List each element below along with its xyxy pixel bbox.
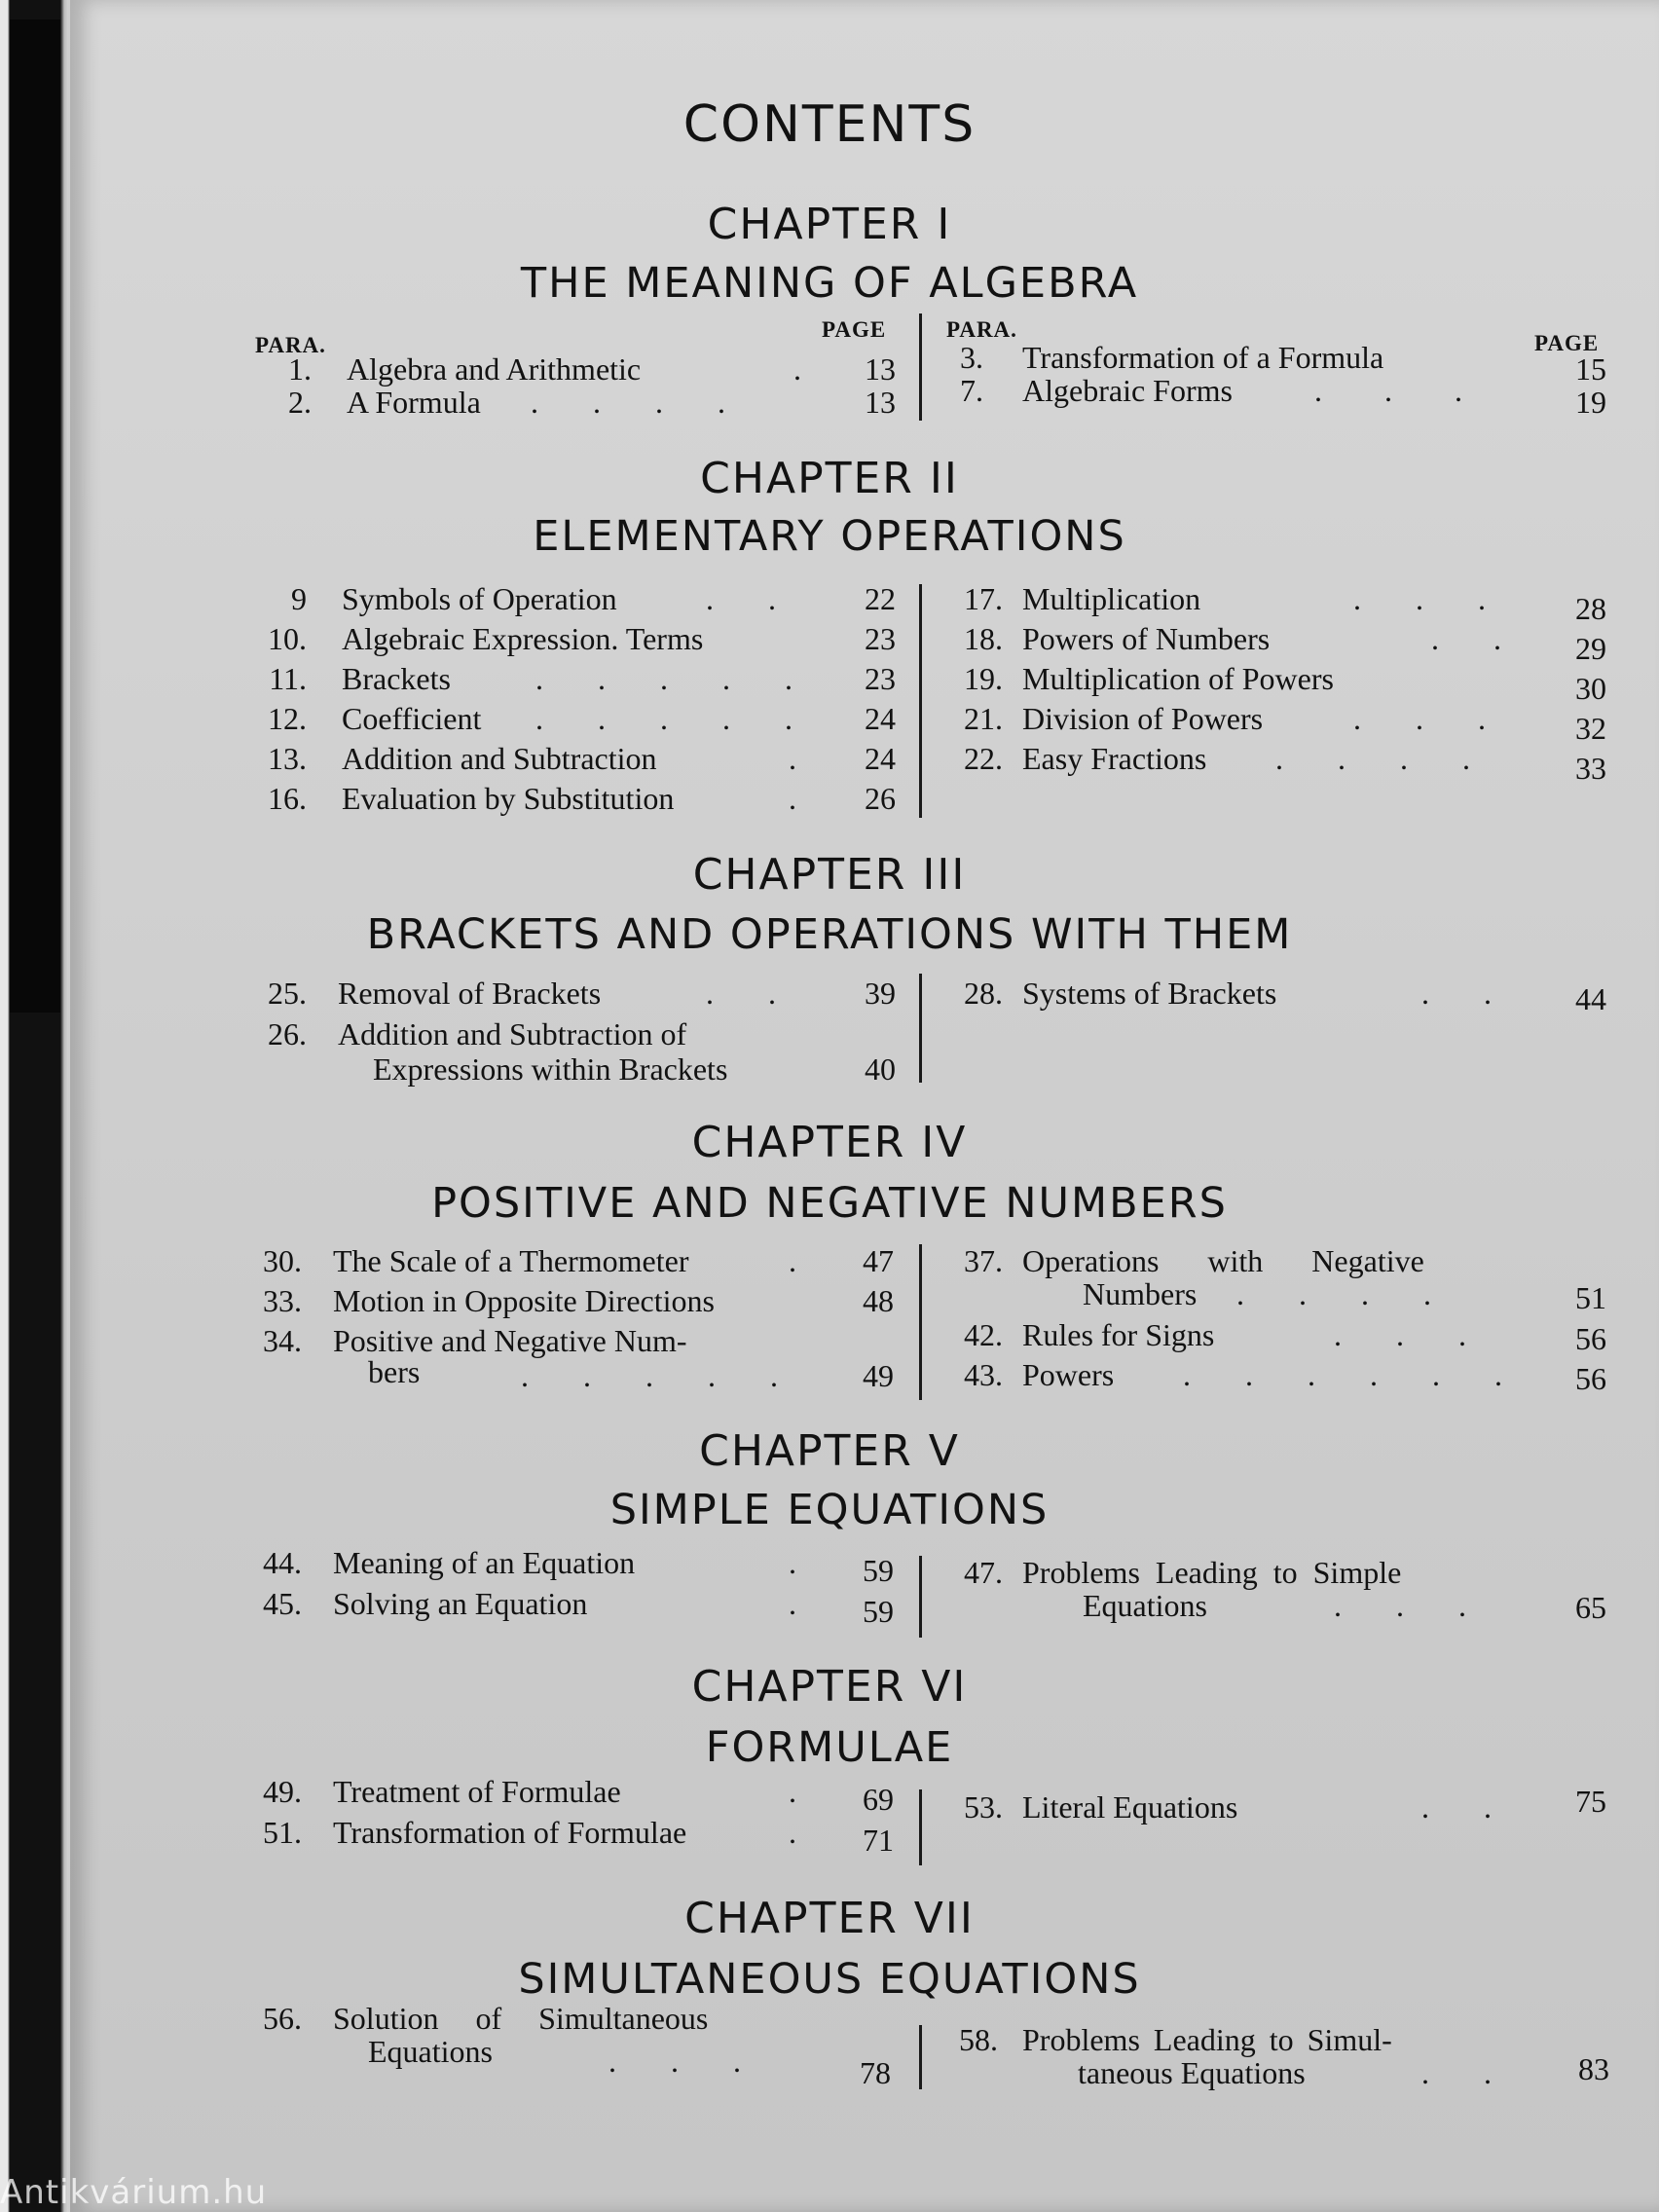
entry-title: Meaning of an Equation xyxy=(333,1545,636,1580)
column-divider xyxy=(919,2025,922,2089)
para-number: 45. xyxy=(263,1586,302,1621)
entry-title: Coefficient xyxy=(342,701,482,736)
para-number: 9 xyxy=(291,581,307,616)
page-number: 65 xyxy=(1575,1590,1606,1625)
page-number: 56 xyxy=(1575,1361,1606,1396)
chapter-1-entries: 1. Algebra and Arithmetic . 13 2. A Formula . . . . 13 3. Transformation of a Formula 15 7. Algebraic Forms . . . 19 xyxy=(0,352,1659,353)
entry-title: Powers of Numbers xyxy=(1022,621,1271,656)
page-number: 59 xyxy=(863,1553,894,1588)
watermark-text: Antikvárium.hu xyxy=(0,2173,268,2212)
entry-title: Positive and Negative Num- xyxy=(333,1323,687,1358)
page-number: 13 xyxy=(865,351,896,387)
chapter-5-title: SIMPLE EQUATIONS xyxy=(609,1486,1050,1534)
column-divider xyxy=(919,313,922,421)
entry-title: Transformation of a Formula xyxy=(1022,340,1384,375)
chapter-5-entries: 44. Meaning of an Equation . 59 45. Solving an Equation . 59 47. Problems Leading to Simple Equations . . . 65 xyxy=(0,1546,1659,1547)
entry-title: Transformation of Formulae xyxy=(333,1815,687,1850)
chapter-7-entries: 56. Solution of Simultaneous Equations . . . 78 58. Problems Leading to Simul- taneous Equations . . 83 xyxy=(0,2002,1659,2003)
entry-title-continued: Expressions within Brackets xyxy=(373,1051,728,1087)
entry-title: Addition and Subtraction of xyxy=(338,1016,687,1051)
entry-title: Systems of Brackets xyxy=(1022,976,1277,1011)
chapter-1-title: THE MEANING OF ALGEBRA xyxy=(520,259,1139,308)
chapter-2-title: ELEMENTARY OPERATIONS xyxy=(533,512,1126,561)
page-number: 56 xyxy=(1575,1321,1606,1356)
entry-title: Solving an Equation xyxy=(333,1586,588,1621)
page-number: 26 xyxy=(865,781,896,816)
para-number: 21. xyxy=(964,701,1003,736)
para-number: 44. xyxy=(263,1545,302,1580)
para-number: 12. xyxy=(268,701,307,736)
chapter-2-entries: 9 Symbols of Operation . . 22 10. Algebraic Expression. Terms 23 11. Brackets . . . . . 23 12. Coefficient . . . . . 24 13. Addition and Subtraction . 24 16. Evaluation by Substitution . 26 17. Multiplication . . . 28 18. Powers of Numbers . . 29 19. Multiplication of Powers 30 21. Division of Powers . . . 32 22. Easy Fractions . . . . 33 xyxy=(0,582,1659,583)
chapter-4-number: CHAPTER IV xyxy=(691,1118,968,1167)
entry-title: Algebra and Arithmetic xyxy=(347,351,642,387)
para-number: 19. xyxy=(964,661,1003,696)
para-number: 13. xyxy=(268,741,307,776)
entry-title-continued: Equations xyxy=(1083,1588,1207,1623)
chapter-4-title: POSITIVE AND NEGATIVE NUMBERS xyxy=(431,1179,1228,1228)
para-number: 43. xyxy=(964,1357,1003,1392)
page-number: 24 xyxy=(865,701,896,736)
para-number: 30. xyxy=(263,1243,302,1278)
page-number: 23 xyxy=(865,621,896,656)
entry-title: Algebraic Expression. Terms xyxy=(342,621,704,656)
entry-title-continued: Equations xyxy=(368,2034,493,2069)
chapter-6-number: CHAPTER VI xyxy=(691,1662,968,1712)
para-number: 51. xyxy=(263,1815,302,1850)
column-divider xyxy=(919,974,922,1083)
entry-title: The Scale of a Thermometer xyxy=(333,1243,689,1278)
para-number: 7. xyxy=(960,373,983,408)
page-number: 28 xyxy=(1575,591,1606,626)
page-number: 71 xyxy=(863,1823,894,1858)
contents-heading: CONTENTS xyxy=(682,95,977,154)
chapter-7-number: CHAPTER VII xyxy=(684,1894,975,1943)
chapter-7-title: SIMULTANEOUS EQUATIONS xyxy=(518,1955,1141,2004)
page-number: 23 xyxy=(865,661,896,696)
book-spine xyxy=(0,0,68,2212)
entry-title: Problems Leading to Simul- xyxy=(1022,2022,1392,2057)
column-divider xyxy=(919,1244,922,1400)
entry-title: A Formula xyxy=(347,385,481,420)
para-number: 11. xyxy=(269,661,307,696)
page-number: 83 xyxy=(1578,2051,1609,2086)
chapter-6-title: FORMULAE xyxy=(705,1723,954,1772)
entry-title: Symbols of Operation xyxy=(342,581,617,616)
page-number: 59 xyxy=(863,1594,894,1629)
page-number: 39 xyxy=(865,976,896,1011)
entry-title: Literal Equations xyxy=(1022,1789,1238,1825)
entry-title-continued: bers xyxy=(368,1354,421,1389)
page-number: 49 xyxy=(863,1358,894,1393)
entry-title-continued: taneous Equations xyxy=(1078,2055,1306,2090)
para-number: 53. xyxy=(964,1789,1003,1825)
page-number: 51 xyxy=(1575,1280,1606,1315)
para-number: 16. xyxy=(268,781,307,816)
page-number: 13 xyxy=(865,385,896,420)
para-number: 56. xyxy=(263,2001,302,2036)
page-number: 24 xyxy=(865,741,896,776)
para-number: 10. xyxy=(268,621,307,656)
entry-title: Removal of Brackets xyxy=(338,976,602,1011)
entry-title: Treatment of Formulae xyxy=(333,1774,621,1809)
column-divider xyxy=(919,1789,922,1865)
para-number: 22. xyxy=(964,741,1003,776)
column-divider xyxy=(919,584,922,818)
entry-title: Problems Leading to Simple xyxy=(1022,1555,1402,1590)
entry-title: Solution of Simultaneous xyxy=(333,2001,709,2036)
chapter-3-title: BRACKETS AND OPERATIONS WITH THEM xyxy=(366,910,1293,959)
entry-title: Brackets xyxy=(342,661,451,696)
chapter-2-number: CHAPTER II xyxy=(700,454,959,503)
entry-title: Evaluation by Substitution xyxy=(342,781,675,816)
para-number: 37. xyxy=(964,1243,1003,1278)
para-number: 28. xyxy=(964,976,1003,1011)
entry-title-continued: Numbers xyxy=(1083,1276,1198,1311)
page-number: 30 xyxy=(1575,671,1606,706)
chapter-6-entries: 49. Treatment of Formulae . 69 51. Transformation of Formulae . 71 53. Literal Equations . . 75 xyxy=(0,1775,1659,1776)
para-column-header: PARA. xyxy=(255,333,326,357)
entry-title: Rules for Signs xyxy=(1022,1317,1215,1352)
entry-title: Addition and Subtraction xyxy=(342,741,657,776)
column-divider xyxy=(919,1556,922,1638)
para-number: 26. xyxy=(268,1016,307,1051)
para-number: 2. xyxy=(288,385,312,420)
page-column-header-right: PAGE xyxy=(1534,331,1600,355)
entry-title: Multiplication of Powers xyxy=(1022,661,1334,696)
para-number: 18. xyxy=(964,621,1003,656)
chapter-3-number: CHAPTER III xyxy=(692,850,967,900)
page-number: 75 xyxy=(1575,1784,1606,1819)
chapter-5-number: CHAPTER V xyxy=(699,1426,960,1476)
page-number: 15 xyxy=(1575,351,1606,387)
entry-title: Operations with Negative xyxy=(1022,1243,1424,1278)
para-number: 33. xyxy=(263,1283,302,1318)
entry-title: Powers xyxy=(1022,1357,1115,1392)
page-number: 19 xyxy=(1575,385,1606,420)
page-number: 69 xyxy=(863,1782,894,1817)
para-number: 25. xyxy=(268,976,307,1011)
page-number: 48 xyxy=(863,1283,894,1318)
page-number: 33 xyxy=(1575,751,1606,786)
para-number: 3. xyxy=(960,340,983,375)
para-number: 34. xyxy=(263,1323,302,1358)
entry-title: Easy Fractions xyxy=(1022,741,1207,776)
entry-title: Multiplication xyxy=(1022,581,1201,616)
page-number: 40 xyxy=(865,1051,896,1087)
page-number: 29 xyxy=(1575,631,1606,666)
page-number: 32 xyxy=(1575,711,1606,746)
para-number: 47. xyxy=(964,1555,1003,1590)
page-number: 47 xyxy=(863,1243,894,1278)
chapter-1-number: CHAPTER I xyxy=(707,200,952,249)
page-number: 22 xyxy=(865,581,896,616)
entry-title: Division of Powers xyxy=(1022,701,1264,736)
para-number: 17. xyxy=(964,581,1003,616)
para-number: 1. xyxy=(288,351,312,387)
chapter-4-entries: 30. The Scale of a Thermometer . 47 33. Motion in Opposite Directions 48 34. Positive and Negative Num- bers . . . . . 49 37. Operations with Negative Numbers . . . . 51 42. Rules for Signs . . . 56 43. Powers . . . . . . 56 xyxy=(0,1244,1659,1245)
entry-title: Algebraic Forms xyxy=(1022,373,1233,408)
page-number: 78 xyxy=(860,2055,891,2090)
page-column-header: PAGE xyxy=(822,317,887,342)
para-number: 58. xyxy=(959,2022,998,2057)
entry-title: Motion in Opposite Directions xyxy=(333,1283,715,1318)
para-number: 42. xyxy=(964,1317,1003,1352)
para-column-header-right: PARA. xyxy=(946,317,1017,342)
page-number: 44 xyxy=(1575,981,1606,1016)
para-number: 49. xyxy=(263,1774,302,1809)
